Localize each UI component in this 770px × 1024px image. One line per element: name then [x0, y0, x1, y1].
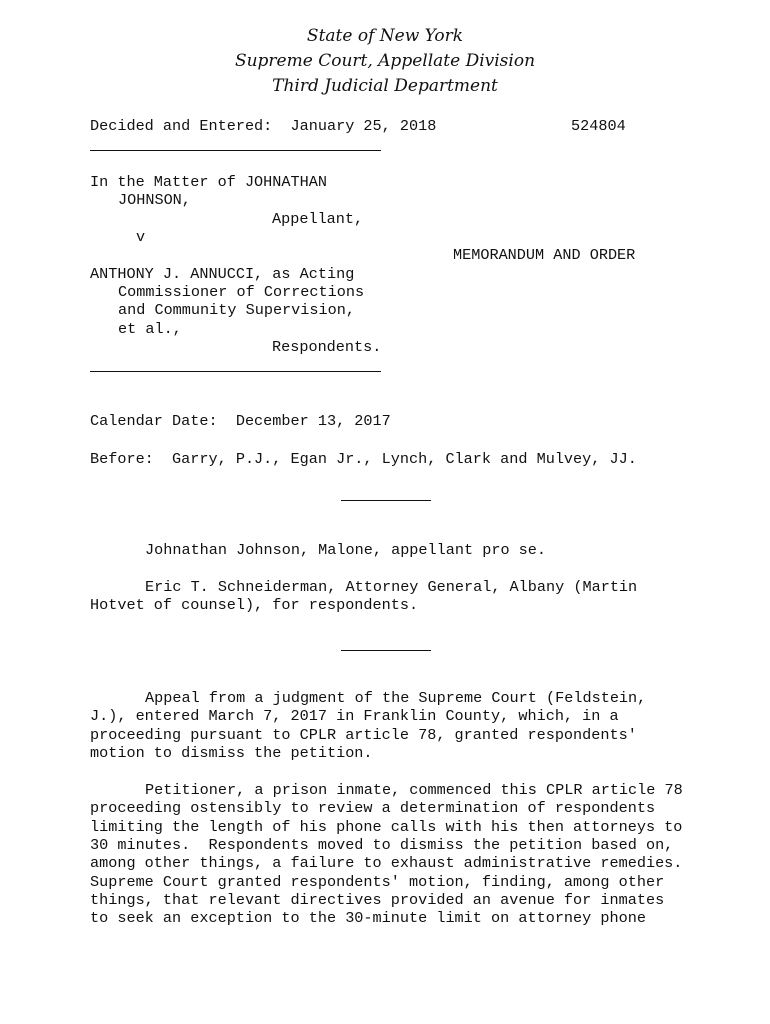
header-court: Supreme Court, Appellate Division — [234, 51, 536, 71]
caption-petitioner-line2: JOHNSON, — [118, 191, 191, 209]
paragraph-line: motion to dismiss the petition. — [90, 744, 373, 762]
paragraph-line: Supreme Court granted respondents' motion, finding, among other — [90, 873, 665, 891]
paragraph-line: 30 minutes. Respondents moved to dismiss the petition based on, — [90, 836, 674, 854]
decided-entered-line: Decided and Entered: January 25, 2018 — [90, 117, 437, 135]
header-state: State of New York — [306, 26, 464, 46]
caption-respondent-line2: Commissioner of Corrections — [118, 283, 365, 301]
memorandum-and-order-title: MEMORANDUM AND ORDER — [453, 246, 636, 264]
caption-top-rule — [90, 150, 381, 151]
counsel-respondents-line1: Eric T. Schneiderman, Attorney General, Albany (Martin — [145, 578, 638, 596]
calendar-date: Calendar Date: December 13, 2017 — [90, 412, 391, 430]
caption-respondent-line1: ANTHONY J. ANNUCCI, as Acting — [90, 265, 355, 283]
caption-appellant: Appellant, — [272, 210, 364, 228]
before-panel: Before: Garry, P.J., Egan Jr., Lynch, Clark and Mulvey, JJ. — [90, 450, 637, 468]
counsel-appellant: Johnathan Johnson, Malone, appellant pro se. — [145, 541, 547, 559]
paragraph-line: Petitioner, a prison inmate, commenced this CPLR article 78 — [145, 781, 683, 799]
caption-petitioner-line1: In the Matter of JOHNATHAN — [90, 173, 327, 191]
caption-bottom-rule — [90, 371, 381, 372]
separator-rule-1 — [341, 500, 431, 501]
paragraph-line: proceeding ostensibly to review a determination of respondents — [90, 799, 656, 817]
paragraph-line: J.), entered March 7, 2017 in Franklin County, which, in a — [90, 707, 619, 725]
paragraph-line: Appeal from a judgment of the Supreme Court (Feldstein, — [145, 689, 647, 707]
paragraph-line: limiting the length of his phone calls with his then attorneys to — [90, 818, 683, 836]
paragraph-line: among other things, a failure to exhaust administrative remedies. — [90, 854, 683, 872]
counsel-respondents-line2: Hotvet of counsel), for respondents. — [90, 596, 419, 614]
caption-respondents: Respondents. — [272, 338, 382, 356]
paragraph-line: things, that relevant directives provided an avenue for inmates — [90, 891, 665, 909]
paragraph-line: proceeding pursuant to CPLR article 78, granted respondents' — [90, 726, 637, 744]
caption-versus: v — [136, 228, 146, 246]
paragraph-line: to seek an exception to the 30-minute limit on attorney phone — [90, 909, 646, 927]
docket-number: 524804 — [571, 117, 626, 135]
header-department: Third Judicial Department — [272, 76, 498, 96]
caption-respondent-line4: et al., — [118, 320, 182, 338]
caption-respondent-line3: and Community Supervision, — [118, 301, 355, 319]
separator-rule-2 — [341, 650, 431, 651]
